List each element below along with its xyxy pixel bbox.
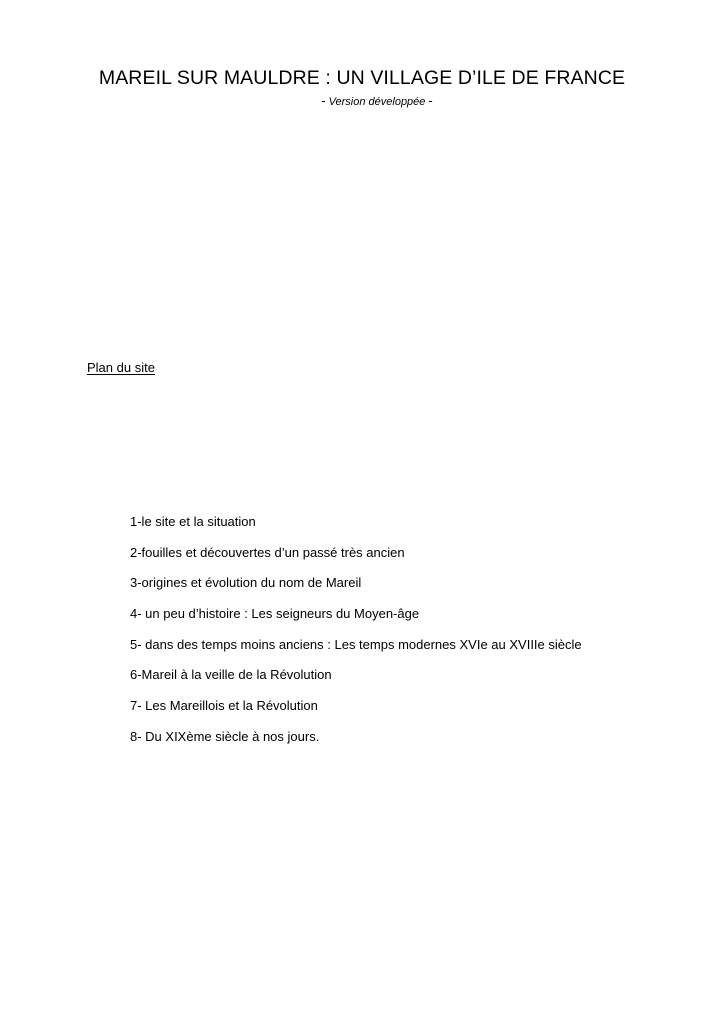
section-heading-plan: Plan du site	[87, 360, 155, 375]
toc-item: 4- un peu d’histoire : Les seigneurs du Moyen-âge	[130, 606, 420, 622]
document-subtitle	[0, 93, 724, 108]
subtitle-text: Version développée	[328, 96, 426, 108]
toc-item: 8- Du XIXème siècle à nos jours.	[130, 728, 320, 744]
toc-item: 2-fouilles et découvertes d’un passé très ancien	[130, 544, 405, 560]
subtitle-dash-right: -	[428, 93, 433, 108]
table-of-contents	[130, 514, 582, 760]
toc-item: 3-origines et évolution du nom de Mareil	[130, 575, 362, 591]
toc-item: 1-le site et la situation	[130, 514, 256, 529]
document-title: MAREIL SUR MAULDRE : UN VILLAGE D’ILE DE FRANCE	[98, 67, 626, 89]
toc-item: 5- dans des temps moins anciens : Les temps modernes XVIe au XVIIIe siècle	[130, 636, 582, 652]
toc-item: 7- Les Mareillois et la Révolution	[130, 698, 318, 714]
toc-item: 6-Mareil à la veille de la Révolution	[130, 667, 332, 683]
subtitle-dash-left: -	[321, 93, 326, 108]
